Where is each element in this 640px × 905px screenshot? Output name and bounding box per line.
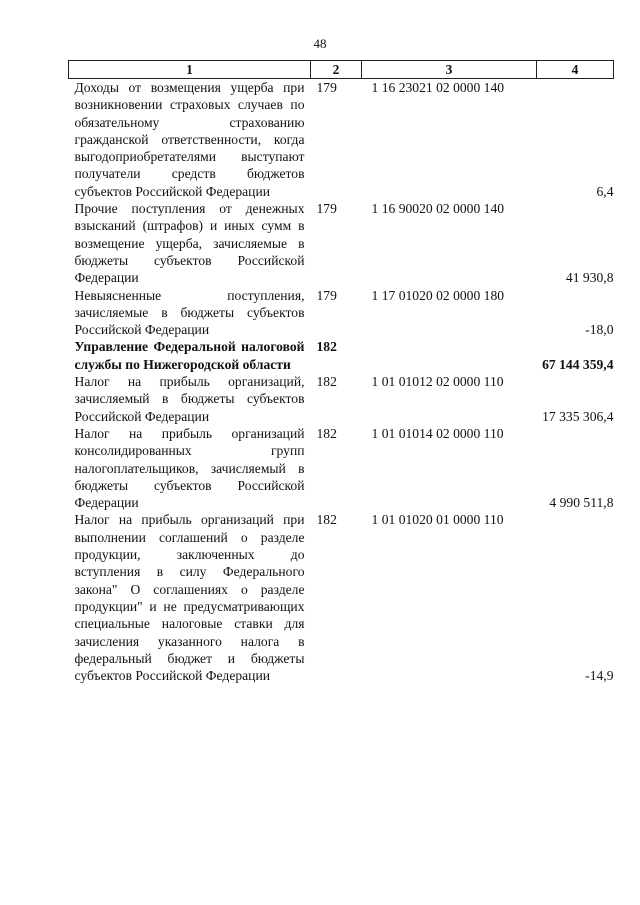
row-name-cell: Налог на прибыль организаций при выполнении соглашений о разделе продукции, заключенных до вступления в силу Федерального закона" О соглашениях о разделе продукции" и не предусматривающих специальные налоговые ставки для зачисления указанного налога в федеральный бюджет и бюджеты субъектов Российской Федерации [74, 512, 305, 684]
row-admin-code-cell: 182 [316, 512, 337, 528]
row-classification-code-cell: 1 01 01012 02 0000 110 [371, 374, 504, 390]
table-row [69, 79, 614, 201]
row-admin-code-cell: 179 [316, 80, 337, 95]
header-col-4: 4 [537, 61, 614, 79]
row-name-cell: Доходы от возмещения ущерба при возникновении страховых случаев по обязательному страхованию гражданской ответственности, когда выгодоприобретателями выступают получатели средств бюджетов субъектов Российской Федерации [74, 80, 305, 199]
row-name-cell: Налог на прибыль организаций, зачисляемый в бюджеты субъектов Российской Федерации [74, 374, 305, 424]
row-classification-code-cell: 1 16 23021 02 0000 140 [371, 80, 505, 95]
table-row [69, 425, 614, 511]
row-name-cell: Невыясненные поступления, зачисляемые в бюджеты субъектов Российской Федерации [74, 287, 305, 338]
table-row [69, 200, 614, 286]
page-number: 48 [313, 36, 327, 51]
row-amount-cell: -18,0 [585, 322, 614, 338]
row-admin-code-cell: 182 [316, 374, 337, 390]
row-classification-code-cell: 1 01 01014 02 0000 110 [371, 425, 504, 441]
row-admin-code-cell: 179 [316, 287, 337, 303]
table-row [69, 338, 614, 373]
row-classification-code-cell [362, 338, 537, 373]
header-col-2: 2 [311, 61, 362, 79]
row-amount-cell: 67 144 359,4 [542, 356, 614, 372]
row-name-cell: Управление Федеральной налоговой службы по Нижегородской области [74, 339, 305, 372]
row-amount-cell: 41 930,8 [565, 270, 614, 286]
table-row [69, 511, 614, 684]
row-classification-code-cell: 1 01 01020 01 0000 110 [371, 512, 504, 528]
header-col-1: 1 [69, 61, 311, 79]
row-admin-code-cell: 179 [316, 201, 337, 217]
row-admin-code-cell: 182 [316, 425, 337, 441]
row-name-cell: Прочие поступления от денежных взысканий (штрафов) и иных сумм в возмещение ущерба, зачисляемые в бюджеты субъектов Российской Федерации [74, 201, 305, 286]
row-classification-code-cell: 1 16 90020 02 0000 140 [371, 201, 505, 217]
row-amount-cell: 6,4 [596, 183, 614, 199]
budget-revenue-table [68, 60, 614, 684]
row-amount-cell: 4 990 511,8 [549, 495, 614, 511]
row-admin-code-cell: 182 [316, 339, 337, 355]
row-classification-code-cell: 1 17 01020 02 0000 180 [371, 287, 505, 303]
header-col-3: 3 [362, 61, 537, 79]
row-amount-cell: -14,9 [585, 668, 614, 684]
row-name-cell: Налог на прибыль организаций консолидированных групп налогоплательщиков, зачисляемый в бюджеты субъектов Российской Федерации [74, 425, 305, 511]
table-row [69, 287, 614, 339]
table-header-row [69, 61, 614, 79]
row-amount-cell: 17 335 306,4 [542, 408, 614, 424]
table-row [69, 373, 614, 425]
